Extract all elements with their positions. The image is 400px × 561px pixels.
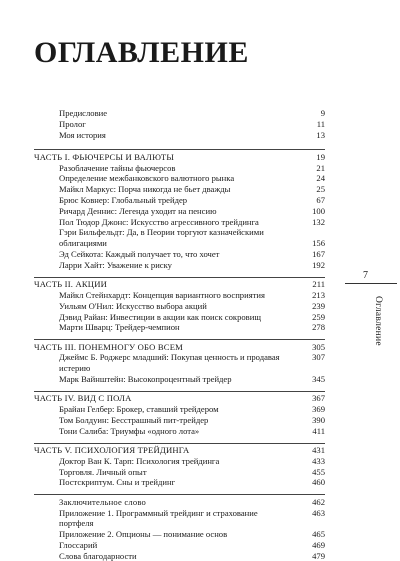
running-head: Оглавление: [373, 296, 383, 346]
toc-entry[interactable]: [34, 322, 325, 333]
toc-entry-title: Приложение 1. Программный трейдинг и страхование портфеля: [59, 507, 258, 529]
toc-entry[interactable]: [34, 108, 325, 119]
toc-entry-title: Определение межбанковского валютного рынка: [59, 173, 235, 184]
toc-part-page: 305: [312, 341, 325, 352]
toc-entry[interactable]: [34, 426, 325, 437]
toc-part-title: ЧАСТЬ II. АКЦИИ: [34, 279, 108, 290]
toc-entry-title: Майкл Маркус: Порча никогда не бьет дважды: [59, 184, 231, 195]
toc-entry-page: 411: [312, 425, 325, 436]
toc-entry-page: 479: [312, 550, 325, 561]
toc-entry-title: Уильям О'Нил: Искусство выбора акций: [59, 300, 207, 311]
table-of-contents: [34, 108, 325, 561]
toc-entry-page: 11: [316, 118, 325, 129]
toc-part-page: 19: [316, 151, 325, 162]
toc-part-1-heading[interactable]: [34, 149, 325, 162]
toc-entry-title: Ларри Хайт: Уважение к риску: [59, 259, 172, 270]
toc-entry-title: Глоссарий: [59, 539, 98, 550]
toc-entry-page: 25: [316, 184, 325, 195]
toc-entry-page: 167: [312, 249, 325, 260]
toc-entry[interactable]: [34, 301, 325, 312]
toc-entry-title: Пролог: [59, 118, 86, 129]
toc-entry[interactable]: [34, 312, 325, 323]
toc-entry[interactable]: [34, 374, 325, 385]
toc-entry-page: 390: [312, 414, 325, 425]
toc-entry-title: Слова благодарности: [59, 550, 137, 561]
toc-entry-title: Постскриптум. Сны и трейдинг: [59, 477, 176, 488]
toc-entry[interactable]: [34, 130, 325, 141]
toc-entry-page: 132: [312, 216, 325, 227]
toc-entry-title: Марк Вайнштейн: Высокопроцентный трейдер: [59, 374, 232, 385]
toc-entry[interactable]: [34, 195, 325, 206]
toc-entry[interactable]: [34, 494, 325, 507]
toc-entry-page: 213: [312, 289, 325, 300]
toc-entry-page: 460: [312, 477, 325, 488]
toc-entry-page: 100: [312, 205, 325, 216]
toc-part-title: ЧАСТЬ IV. ВИД С ПОЛА: [34, 393, 132, 404]
toc-entry[interactable]: [34, 352, 325, 374]
toc-entry[interactable]: [34, 249, 325, 260]
toc-entry[interactable]: [34, 206, 325, 217]
toc-entry-page: 24: [316, 173, 325, 184]
side-divider: [345, 283, 397, 284]
toc-entry-title: Брайан Гелбер: Брокер, ставший трейдером: [59, 404, 219, 415]
toc-entry-page: 21: [316, 162, 325, 173]
toc-entry-title: Моя история: [59, 129, 106, 140]
toc-entry-page: 9: [320, 108, 325, 118]
toc-entry-title: Приложение 2. Опционы — понимание основ: [59, 529, 228, 540]
toc-entry[interactable]: [34, 551, 325, 561]
toc-entry-title: Доктор Ван К. Тарп: Психология трейдинга: [59, 455, 220, 466]
toc-entry-page: 307: [312, 352, 325, 363]
toc-entry-page: 192: [312, 259, 325, 270]
toc-entry[interactable]: [34, 477, 325, 488]
toc-part-page: 367: [312, 393, 325, 404]
toc-entry-page: 278: [312, 322, 325, 333]
toc-entry-title: Майкл Стейнхардт: Концепция вариантного восприятия: [59, 289, 265, 300]
toc-part-title: ЧАСТЬ V. ПСИХОЛОГИЯ ТРЕЙДИНГА: [34, 445, 190, 456]
toc-entry[interactable]: [34, 456, 325, 467]
toc-entry-title: Пол Тюдор Джонс: Искусство агрессивного трейдинга: [59, 216, 259, 227]
toc-entry-page: 465: [312, 529, 325, 540]
toc-entry-title: Заключительное слово: [59, 496, 147, 507]
toc-entry[interactable]: [34, 467, 325, 478]
toc-entry-page: 433: [312, 455, 325, 466]
toc-part-3-heading[interactable]: [34, 339, 325, 352]
toc-entry-title: Эд Сейкота: Каждый получает то, что хочет: [59, 249, 220, 260]
toc-part-2-heading[interactable]: [34, 277, 325, 290]
toc-entry[interactable]: [34, 227, 325, 249]
page-number: 7: [363, 270, 368, 281]
toc-entry-title: Тони Салиба: Триумфы «одного лота»: [59, 425, 200, 436]
toc-part-page: 211: [312, 279, 325, 290]
toc-entry-page: 455: [312, 466, 325, 477]
toc-entry[interactable]: [34, 540, 325, 551]
toc-part-page: 431: [312, 445, 325, 456]
toc-part-title: ЧАСТЬ I. ФЬЮЧЕРСЫ И ВАЛЮТЫ: [34, 151, 175, 162]
toc-entry-title: Гэри Бильфельдт: Да, в Пеории торгуют казначейскими облигациями: [59, 227, 264, 249]
toc-entry-page: 259: [312, 311, 325, 322]
toc-entry-title: Торговля. Личный опыт: [59, 466, 147, 477]
toc-entry[interactable]: [34, 529, 325, 540]
toc-entry[interactable]: [34, 260, 325, 271]
toc-entry[interactable]: [34, 404, 325, 415]
toc-entry-title: Дэвид Райан: Инвестиции в акции как поиск сокровищ: [59, 311, 261, 322]
toc-entry-title: Предисловие: [59, 108, 108, 118]
toc-entry-page: 239: [312, 300, 325, 311]
toc-part-4-heading[interactable]: [34, 391, 325, 404]
toc-entry-page: 13: [316, 129, 325, 140]
toc-entry[interactable]: [34, 163, 325, 174]
toc-entry[interactable]: [34, 119, 325, 130]
toc-entry-page: 67: [316, 195, 325, 206]
toc-entry-title: Том Болдуин: Бесстрашный пит-трейдер: [59, 414, 209, 425]
toc-entry-page: 462: [312, 496, 325, 507]
toc-entry-page: 345: [312, 374, 325, 385]
page-title: ОГЛАВЛЕНИЕ: [34, 36, 249, 69]
toc-entry-page: 369: [312, 404, 325, 415]
toc-entry-page: 156: [312, 238, 325, 249]
toc-entry[interactable]: [34, 290, 325, 301]
toc-entry-page: 463: [312, 507, 325, 518]
toc-entry[interactable]: [34, 508, 325, 530]
toc-entry-title: Ричард Деннис: Легенда уходит на пенсию: [59, 205, 217, 216]
toc-entry-title: Брюс Ковнер: Глобальный трейдер: [59, 195, 188, 206]
toc-part-5-heading[interactable]: [34, 443, 325, 456]
toc-entry-title: Марти Шварц: Трейдер-чемпион: [59, 322, 180, 333]
toc-entry-page: 469: [312, 539, 325, 550]
toc-entry-title: Разоблачение тайны фьючерсов: [59, 162, 176, 173]
toc-entry[interactable]: [34, 415, 325, 426]
toc-entry-title: Джеймс Б. Роджерс младший: Покупая ценность и продавая истерию: [59, 352, 280, 374]
toc-part-title: ЧАСТЬ III. ПОНЕМНОГУ ОБО ВСЕМ: [34, 341, 184, 352]
toc-entry[interactable]: [34, 184, 325, 195]
toc-entry[interactable]: [34, 217, 325, 228]
toc-entry[interactable]: [34, 173, 325, 184]
